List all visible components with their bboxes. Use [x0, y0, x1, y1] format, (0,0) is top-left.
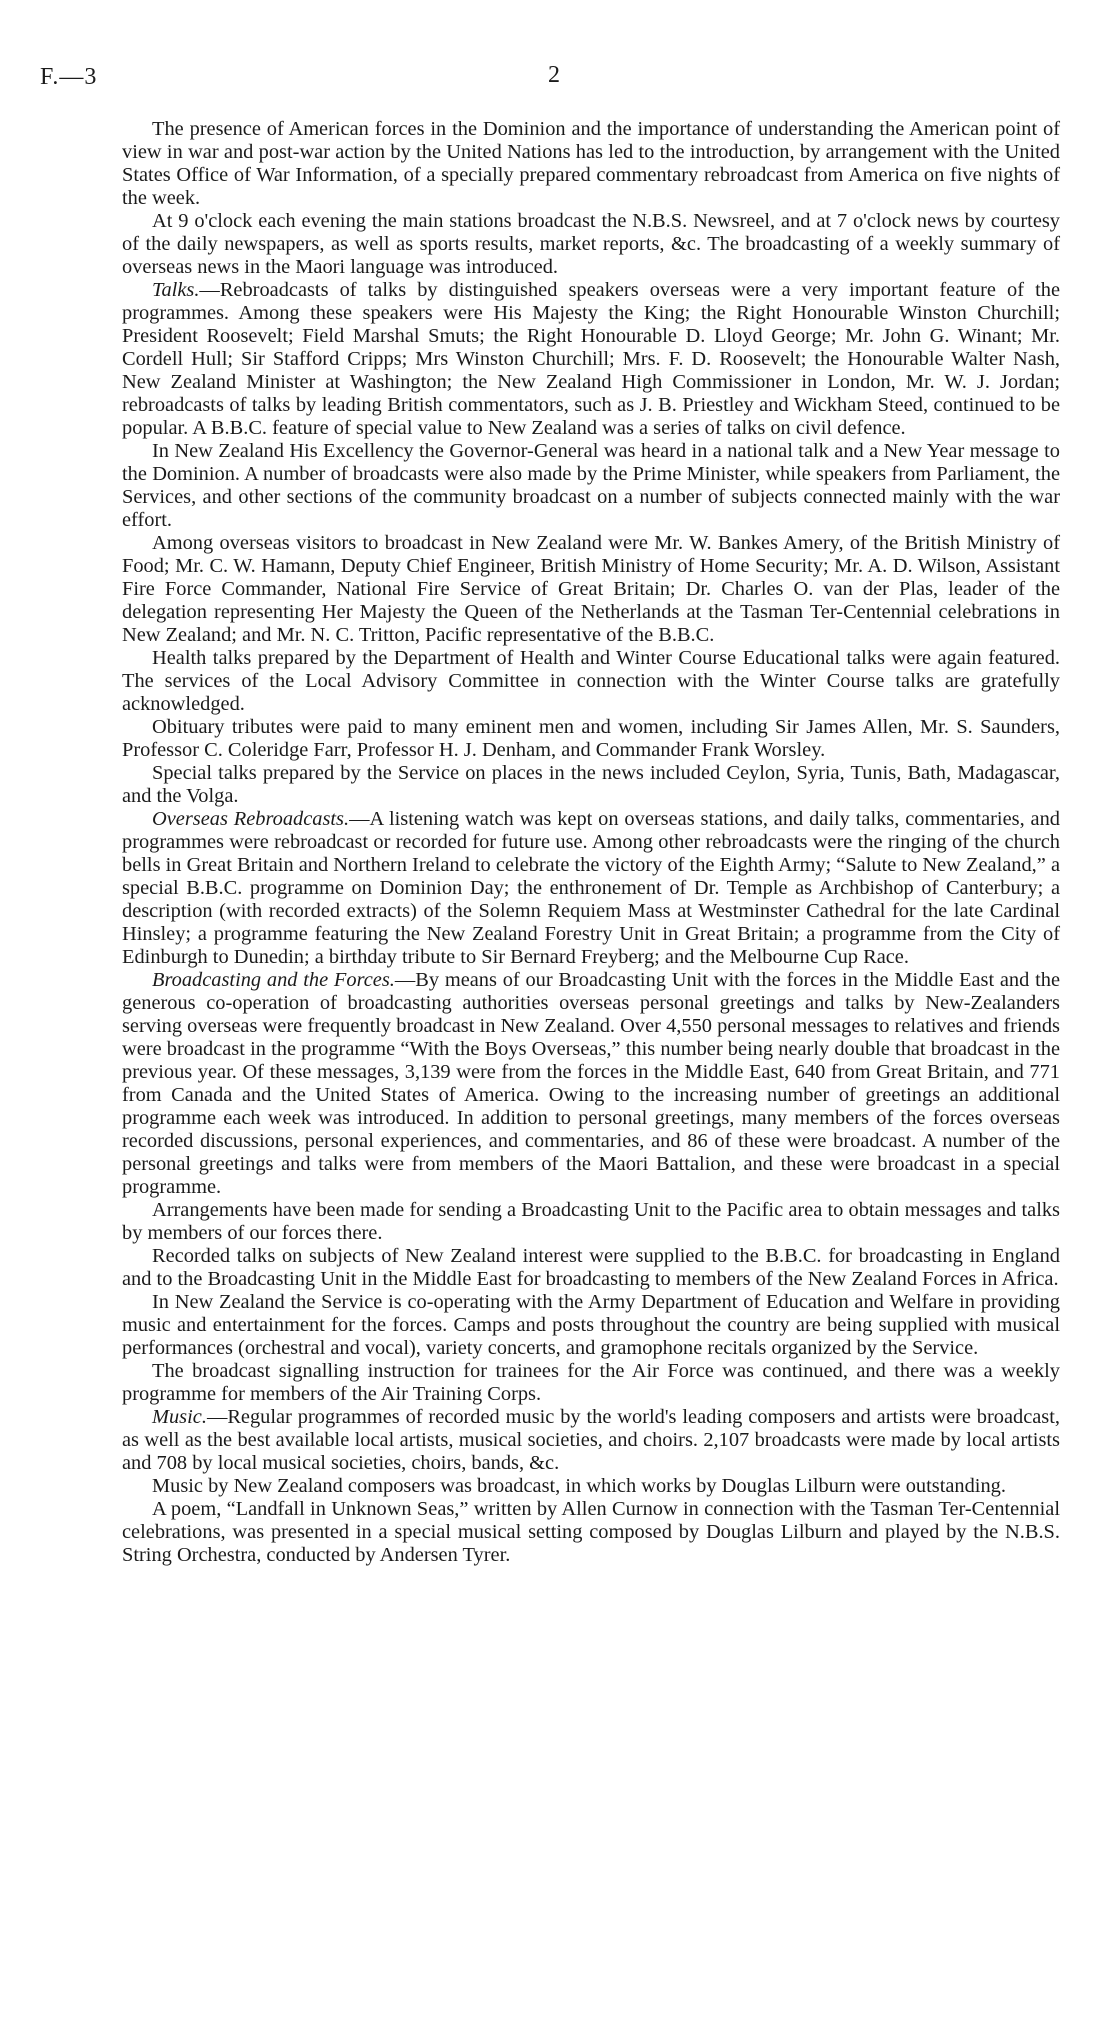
paragraph-text: —A listening watch was kept on overseas stations, and daily talks, commentaries, and programmes were rebroadcast or recorded for future use. Among other rebroadcasts were the ringing of the church bells in Great Britain and Northern Ireland to celebrate the victory of the Eighth Army; “Salute to New Zealand,” a special B.B.C. programme on Dominion Day; the enthronement of Dr. Temple as Archbishop of Canterbury; a description (with recorded extracts) of the Solemn Requiem Mass at Westminster Cathedral for the late Cardinal Hinsley; a programme featuring the New Zealand Forestry Unit in Great Britain; a programme from the City of Edinburgh to Dunedin; a birthday tribute to Sir Bernard Freyberg; and the Melbourne Cup Race.	[122, 808, 1060, 968]
section-heading-overseas-rebroadcasts: Overseas Rebroadcasts.	[152, 808, 350, 830]
paragraph-text: —Rebroadcasts of talks by distinguished speakers overseas were a very important feature of the programmes. Among these speakers were His Majesty the King; the Right Honourable Winston Churchill; President Roosevelt; Field Marshal Smuts; the Right Honourable D. Lloyd George; Mr. John G. Winant; Mr. Cordell Hull; Sir Stafford Cripps; Mrs Winston Churchill; Mrs. F. D. Roosevelt; the Honourable Walter Nash, New Zealand Minister at Washington; the New Zealand High Commissioner in London, Mr. W. J. Jordan; rebroadcasts of talks by leading British commentators, such as J. B. Priestley and Wickham Steed, continued to be popular. A B.B.C. feature of special value to New Zealand was a series of talks on civil defence.	[122, 279, 1060, 439]
section-heading-music: Music.	[152, 1406, 207, 1428]
section-heading-broadcasting-forces: Broadcasting and the Forces.	[152, 969, 395, 991]
paragraph-overseas-rebroadcasts	[122, 808, 1060, 969]
paragraph-signalling	[122, 1360, 1060, 1406]
paragraph-text: A poem, “Landfall in Unknown Seas,” written by Allen Curnow in connection with the Tasman Ter-Centennial celebrations, was presented in a special musical setting composed by Douglas Lilburn and played by the N.B.S. String Orchestra, conducted by Andersen Tyrer.	[122, 1498, 1060, 1566]
paragraph-american-commentary	[122, 118, 1060, 210]
paragraph-health-talks	[122, 647, 1060, 716]
paragraph-text: —By means of our Broadcasting Unit with the forces in the Middle East and the generous co-operation of broadcasting authorities overseas personal greetings and talks by New-Zealanders serving overseas were frequently broadcast in New Zealand. Over 4,550 personal messages to relatives and friends were broadcast in the programme “With the Boys Overseas,” this number being nearly double that broadcast in the previous year. Of these messages, 3,139 were from the forces in the Middle East, 640 from Great Britain, and 771 from Canada and the United States of America. Owing to the increasing number of greetings an additional programme each week was introduced. In addition to personal greetings, many members of the forces overseas recorded discussions, personal experiences, and commentaries, and 86 of these were broadcast. A number of the personal greetings and talks were from members of the Maori Battalion, and these were broadcast in a special programme.	[122, 969, 1061, 1198]
paragraph-pacific-unit	[122, 1199, 1060, 1245]
paragraph-text: In New Zealand the Service is co-operating with the Army Department of Education and Welfare in providing music and entertainment for the forces. Camps and posts throughout the country are being supplied with musical performances (orchestral and vocal), variety concerts, and gramophone recitals organized by the Service.	[122, 1291, 1060, 1359]
paragraph-text: At 9 o'clock each evening the main stations broadcast the N.B.S. Newsreel, and at 7 o'clock news by courtesy of the daily newspapers, as well as sports results, market reports, &c. The broadcasting of a weekly summary of overseas news in the Maori language was introduced.	[122, 210, 1060, 278]
section-heading-talks: Talks.	[152, 279, 200, 301]
paragraph-landfall-poem	[122, 1498, 1060, 1567]
paragraph-obituary	[122, 716, 1060, 762]
body-text	[122, 118, 1060, 1567]
paragraph-text: Recorded talks on subjects of New Zealand interest were supplied to the B.B.C. for broadcasting in England and to the Broadcasting Unit in the Middle East for broadcasting to members of the New Zealand Forces in Africa.	[122, 1245, 1060, 1290]
paragraph-text: Health talks prepared by the Department of Health and Winter Course Educational talks were again featured. The services of the Local Advisory Committee in connection with the Winter Course talks are gratefully acknowledged.	[122, 647, 1060, 715]
paragraph-broadcasting-forces	[122, 969, 1060, 1199]
paragraph-text: Special talks prepared by the Service on places in the news included Ceylon, Syria, Tunis, Bath, Madagascar, and the Volga.	[122, 762, 1060, 807]
paragraph-overseas-visitors	[122, 532, 1060, 647]
paragraph-recorded-talks	[122, 1245, 1060, 1291]
page-number: 2	[548, 62, 560, 88]
paragraph-text: Among overseas visitors to broadcast in New Zealand were Mr. W. Bankes Amery, of the British Ministry of Food; Mr. C. W. Hamann, Deputy Chief Engineer, British Ministry of Home Security; Mr. A. D. Wilson, Assistant Fire Force Commander, National Fire Service of Great Britain; Dr. Charles O. van der Plas, leader of the delegation representing Her Majesty the Queen of the Netherlands at the Tasman Ter-Centennial celebrations in New Zealand; and Mr. N. C. Tritton, Pacific representative of the B.B.C.	[122, 532, 1060, 646]
report-reference: F.—3	[40, 64, 98, 90]
paragraph-special-talks	[122, 762, 1060, 808]
paragraph-text: Obituary tributes were paid to many eminent men and women, including Sir James Allen, Mr. S. Saunders, Professor C. Coleridge Farr, Professor H. J. Denham, and Commander Frank Worsley.	[122, 716, 1060, 761]
paragraph-text: The presence of American forces in the Dominion and the importance of understanding the American point of view in war and post-war action by the United Nations has led to the introduction, by arrangement with the United States Office of War Information, of a specially prepared commentary rebroadcast from America on five nights of the week.	[122, 118, 1060, 209]
paragraph-text: In New Zealand His Excellency the Governor-General was heard in a national talk and a New Year message to the Dominion. A number of broadcasts were also made by the Prime Minister, while speakers from Parliament, the Services, and other sections of the community broadcast on a number of subjects connected mainly with the war effort.	[122, 440, 1060, 531]
paragraph-text: The broadcast signalling instruction for trainees for the Air Force was continued, and there was a weekly programme for members of the Air Training Corps.	[122, 1360, 1060, 1405]
paragraph-governor-general	[122, 440, 1060, 532]
paragraph-talks	[122, 279, 1060, 440]
paragraph-army-cooperation	[122, 1291, 1060, 1360]
paragraph-nz-composers	[122, 1475, 1060, 1498]
paragraph-text: —Regular programmes of recorded music by the world's leading composers and artists were broadcast, as well as the best available local artists, musical societies, and choirs. 2,107 broadcasts were made by local artists and 708 by local musical societies, choirs, bands, &c.	[122, 1406, 1060, 1474]
paragraph-text: Music by New Zealand composers was broadcast, in which works by Douglas Lilburn were outstanding.	[152, 1475, 1006, 1497]
paragraph-music	[122, 1406, 1060, 1475]
paragraph-text: Arrangements have been made for sending a Broadcasting Unit to the Pacific area to obtain messages and talks by members of our forces there.	[122, 1199, 1060, 1244]
paragraph-newsreel	[122, 210, 1060, 279]
